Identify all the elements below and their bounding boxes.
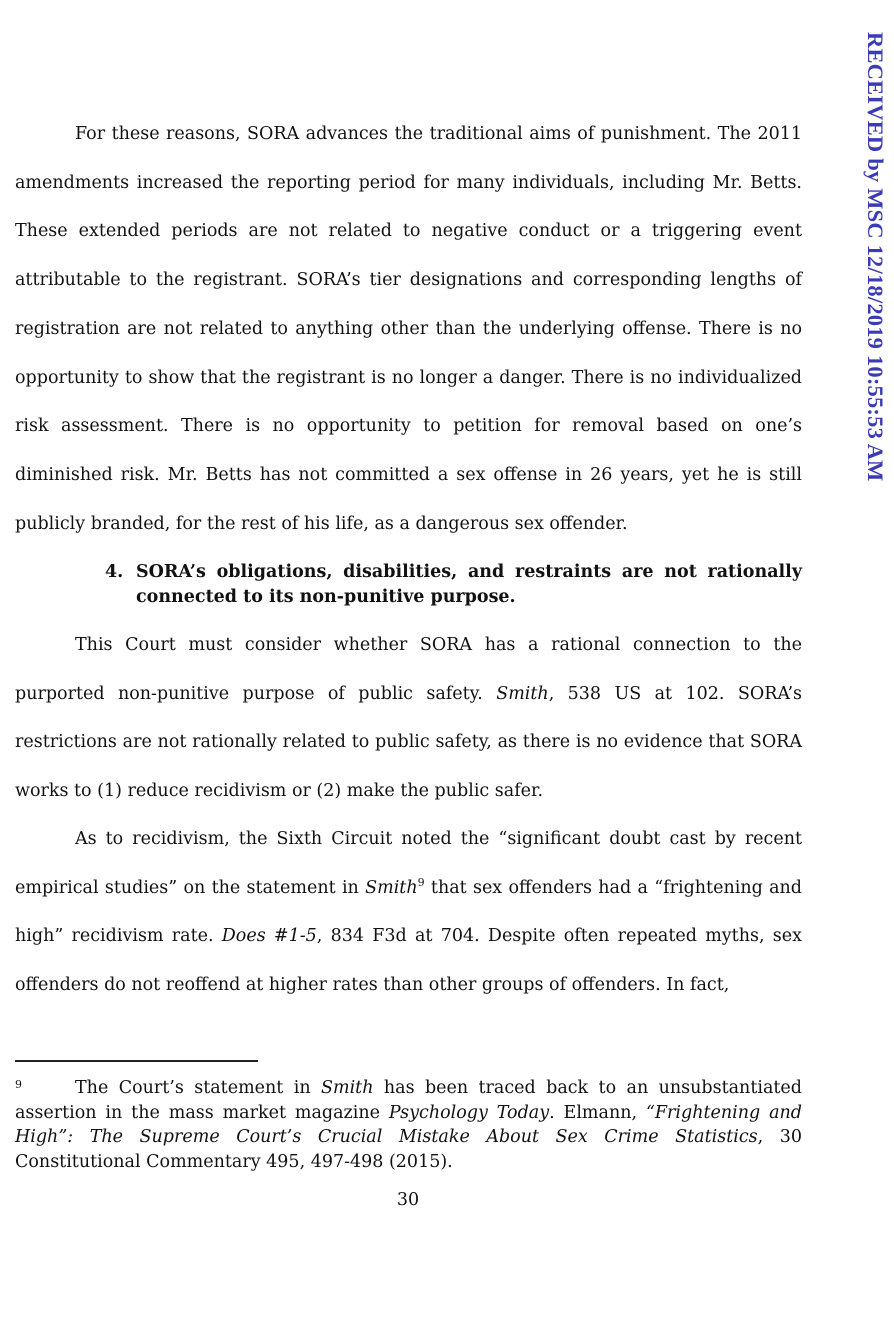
- p2-text-before: This Court must consider whether SORA has a rational connection to the purported non-punitive purpose of public safety.: [15, 635, 802, 704]
- p3-text-before: As to recidivism, the Sixth Circuit noted the “significant doubt cast by recent empirical studies” on the statement in: [15, 829, 802, 898]
- section-heading-text: SORA’s obligations, disabilities, and restraints are not rationally connected to its non-punitive purpose.: [136, 562, 802, 607]
- paragraph-punishment-aims: For these reasons, SORA advances the traditional aims of punishment. The 2011 amendments increased the reporting period for many individuals, including Mr. Betts. These extended periods are not related to negative conduct or a triggering event attributable to the registrant. SORA’s tier designations and corresponding lengths of registration are not related to anything other than the underlying offense. There is no opportunity to show that the registrant is no longer a danger. There is no individualized risk assessment. There is no opportunity to petition for removal based on one’s diminished risk. Mr. Betts has not committed a sex offense in 26 years, yet he is still publicly branded, for the rest of his life, as a dangerous sex offender.: [15, 124, 802, 534]
- footnote-divider: [15, 1060, 258, 1062]
- p3-text-after: , 834 F3d at 704. Despite often repeated myths, sex offenders do not reoffend at higher rates than other groups of offenders. In fact,: [15, 926, 802, 996]
- footnote-italic-3: “Frightening and High”: The Supreme Court’s Crucial Mistake About Sex Crime Statistics: [15, 1102, 802, 1148]
- footnote: [15, 1073, 802, 1174]
- page-number: 30: [396, 1190, 420, 1210]
- paragraph-recidivism: [15, 815, 802, 1010]
- p3-citation-does: Does #1-5: [221, 926, 317, 947]
- footnote-text-2: has been traced back to an unsubstantiated assertion in the mass market magazine: [15, 1078, 802, 1123]
- footnote-italic-1: Smith: [320, 1078, 374, 1098]
- section-heading-number: 4.: [105, 562, 124, 582]
- footnote-text-4: , 30 Constitutional Commentary 495, 497-498 (2015).: [15, 1127, 802, 1172]
- paragraph-rational-connection: [15, 621, 802, 816]
- received-stamp: RECEIVED by MSC 12/18/2019 10:55:53 AM: [863, 32, 888, 482]
- p2-text-after: , 538 US at 102. SORA’s restrictions are not rationally related to public safety, as there is no evidence that SORA works to (1) reduce recidivism or (2) make the public safer.: [15, 683, 802, 802]
- footnote-italic-2: Psychology Today: [388, 1102, 550, 1123]
- footnote-text-1: The Court’s statement in: [75, 1078, 321, 1098]
- p3-text-middle: that sex offenders had a “frightening and high” recidivism rate.: [15, 877, 802, 947]
- p2-citation: Smith: [496, 683, 549, 704]
- footnote-text-3: . Elmann,: [549, 1102, 646, 1123]
- p3-citation-smith: Smith: [365, 877, 418, 898]
- section-heading: [105, 560, 802, 609]
- footnote-reference: 9: [417, 875, 425, 889]
- footnote-mark: 9: [15, 1078, 22, 1091]
